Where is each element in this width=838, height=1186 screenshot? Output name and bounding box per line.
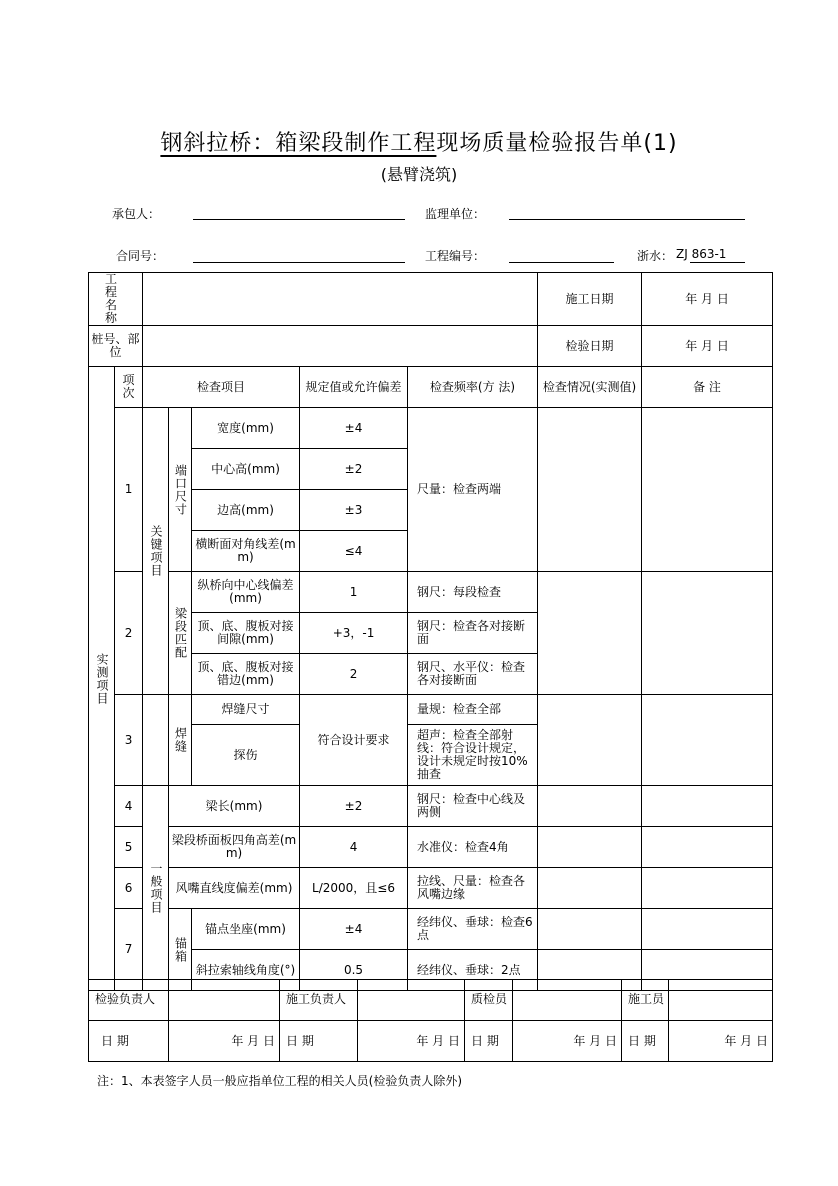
tolerance: +3，-1: [300, 613, 408, 654]
item-no: 4: [115, 786, 143, 827]
report-subtitle: (悬臂浇筑): [380, 165, 458, 184]
tolerance: ≤4: [300, 531, 408, 572]
date-value[interactable]: 年 月 日: [358, 1021, 465, 1062]
frequency: 尺量：检查两端: [408, 408, 538, 572]
tolerance: ±3: [300, 490, 408, 531]
date-value[interactable]: 年 月 日: [169, 1021, 280, 1062]
col-tolerance: 规定值或允许偏差: [300, 367, 408, 408]
group-segment-match: 梁段匹配: [169, 572, 192, 695]
date-label: 日 期: [622, 1021, 669, 1062]
result-cell[interactable]: [538, 868, 642, 909]
frequency: 钢尺：检查中心线及两侧: [408, 786, 538, 827]
item-no: 2: [115, 572, 143, 695]
tolerance: ±4: [300, 909, 408, 950]
check-item: 探伤: [192, 725, 300, 786]
tolerance: ±2: [300, 786, 408, 827]
remark-cell[interactable]: [642, 786, 773, 827]
contractor-field[interactable]: [193, 219, 405, 220]
station-value[interactable]: [143, 326, 538, 367]
form-no-label: 浙水：: [637, 249, 674, 263]
result-cell[interactable]: [538, 786, 642, 827]
inspection-table: [88, 272, 773, 991]
contract-no-field[interactable]: [193, 262, 405, 263]
result-cell[interactable]: [538, 695, 642, 786]
construction-date-value[interactable]: 年 月 日: [642, 273, 773, 326]
group-general-items: 一般项目: [143, 786, 169, 991]
quality-inspector-sign[interactable]: [513, 980, 622, 1021]
item-no: 7: [115, 909, 143, 991]
check-item: 中心高(mm): [192, 449, 300, 490]
col-item-no: 项次: [115, 367, 143, 408]
contract-no-label: 合同号：: [116, 249, 165, 263]
remark-cell[interactable]: [642, 695, 773, 786]
group-anchor-box: 锚箱: [169, 909, 192, 991]
supervisor-field[interactable]: [509, 219, 745, 220]
constructor-label: 施工员: [622, 980, 669, 1021]
result-cell[interactable]: [538, 408, 642, 572]
tolerance: 1: [300, 572, 408, 613]
item-no: 3: [115, 695, 143, 786]
check-item: 宽度(mm): [192, 408, 300, 449]
quality-inspector-label: 质检员: [465, 980, 513, 1021]
col-check-item: 检查项目: [143, 367, 300, 408]
station-label: 桩号、部位: [89, 326, 143, 367]
constructor-sign[interactable]: [669, 980, 773, 1021]
remark-cell[interactable]: [642, 868, 773, 909]
item-no: 1: [115, 408, 143, 572]
check-item: 焊缝尺寸: [192, 695, 300, 725]
project-name-value[interactable]: [143, 273, 538, 326]
col-remark: 备 注: [642, 367, 773, 408]
col-frequency: 检查频率(方 法): [408, 367, 538, 408]
item-no: 5: [115, 827, 143, 868]
inspection-date-value[interactable]: 年 月 日: [642, 326, 773, 367]
check-item: 纵桥向中心线偏差(mm): [192, 572, 300, 613]
group-blank: [143, 695, 169, 786]
signature-table: [88, 979, 773, 1062]
inspector-sign[interactable]: [169, 980, 280, 1021]
remark-cell[interactable]: [642, 408, 773, 572]
group-weld: 焊缝: [169, 695, 192, 786]
tolerance: 4: [300, 827, 408, 868]
check-item: 梁长(mm): [169, 786, 300, 827]
check-item: 顶、底、腹板对接间隙(mm): [192, 613, 300, 654]
frequency: 量规：检查全部: [408, 695, 538, 725]
frequency: 拉线、尺量：检查各风嘴边缘: [408, 868, 538, 909]
col-result: 检查情况(实测值): [538, 367, 642, 408]
result-cell[interactable]: [538, 909, 642, 950]
result-cell[interactable]: [538, 827, 642, 868]
item-no: 6: [115, 868, 143, 909]
tolerance: 符合设计要求: [300, 695, 408, 786]
frequency: 钢尺：每段检查: [408, 572, 538, 613]
frequency: 经纬仪、垂球：检查6点: [408, 909, 538, 950]
project-no-field[interactable]: [509, 262, 614, 263]
measured-items-label: 实测项目: [89, 367, 115, 991]
check-item: 风嘴直线度偏差(mm): [169, 868, 300, 909]
remark-cell[interactable]: [642, 572, 773, 695]
check-item: 锚点坐座(mm): [192, 909, 300, 950]
group-end-size: 端口尺寸: [169, 408, 192, 572]
tolerance: 0.5: [300, 950, 408, 991]
date-label: 日 期: [465, 1021, 513, 1062]
supervisor-label: 监理单位：: [425, 207, 486, 221]
title-project: 钢斜拉桥：箱梁段制作工程: [160, 131, 437, 156]
check-item: 边高(mm): [192, 490, 300, 531]
check-item: 横断面对角线差(mm): [192, 531, 300, 572]
check-item: 斜拉索轴线角度(°): [192, 950, 300, 991]
construction-head-sign[interactable]: [358, 980, 465, 1021]
check-item: 梁段桥面板四角高差(mm): [169, 827, 300, 868]
tolerance: ±4: [300, 408, 408, 449]
frequency: 水准仪：检查4角: [408, 827, 538, 868]
date-value[interactable]: 年 月 日: [513, 1021, 622, 1062]
project-name-label: 工 程 名 称: [89, 273, 143, 326]
report-title: [0, 126, 838, 157]
form-no-value: ZJ 863-1: [676, 247, 727, 261]
group-key-items: 关键项目: [143, 408, 169, 695]
date-label: 日 期: [280, 1021, 358, 1062]
frequency: 经纬仪、垂球：2点: [408, 950, 538, 991]
construction-head-label: 施工负责人: [280, 980, 358, 1021]
tolerance: L/2000，且≤6: [300, 868, 408, 909]
inspection-date-label: 检验日期: [538, 326, 642, 367]
remark-cell[interactable]: [642, 909, 773, 950]
date-value[interactable]: 年 月 日: [669, 1021, 773, 1062]
frequency: 钢尺、水平仪：检查各对接断面: [408, 654, 538, 695]
remark-cell[interactable]: [642, 827, 773, 868]
construction-date-label: 施工日期: [538, 273, 642, 326]
form-no-underline: [690, 262, 745, 263]
frequency: 钢尺：检查各对接断面: [408, 613, 538, 654]
inspector-label: 检验负责人: [89, 980, 169, 1021]
frequency: 超声：检查全部射线：符合设计规定，设计未规定时按10%抽查: [408, 725, 538, 786]
project-no-label: 工程编号：: [425, 249, 486, 263]
contractor-label: 承包人：: [112, 207, 161, 221]
title-form: 现场质量检验报告单(1): [436, 131, 678, 156]
tolerance: 2: [300, 654, 408, 695]
check-item: 顶、底、腹板对接错边(mm): [192, 654, 300, 695]
result-cell[interactable]: [538, 572, 642, 695]
date-label: 日 期: [89, 1021, 169, 1062]
footnote: 注：1、本表签字人员一般应指单位工程的相关人员(检验负责人除外): [97, 1074, 463, 1088]
tolerance: ±2: [300, 449, 408, 490]
